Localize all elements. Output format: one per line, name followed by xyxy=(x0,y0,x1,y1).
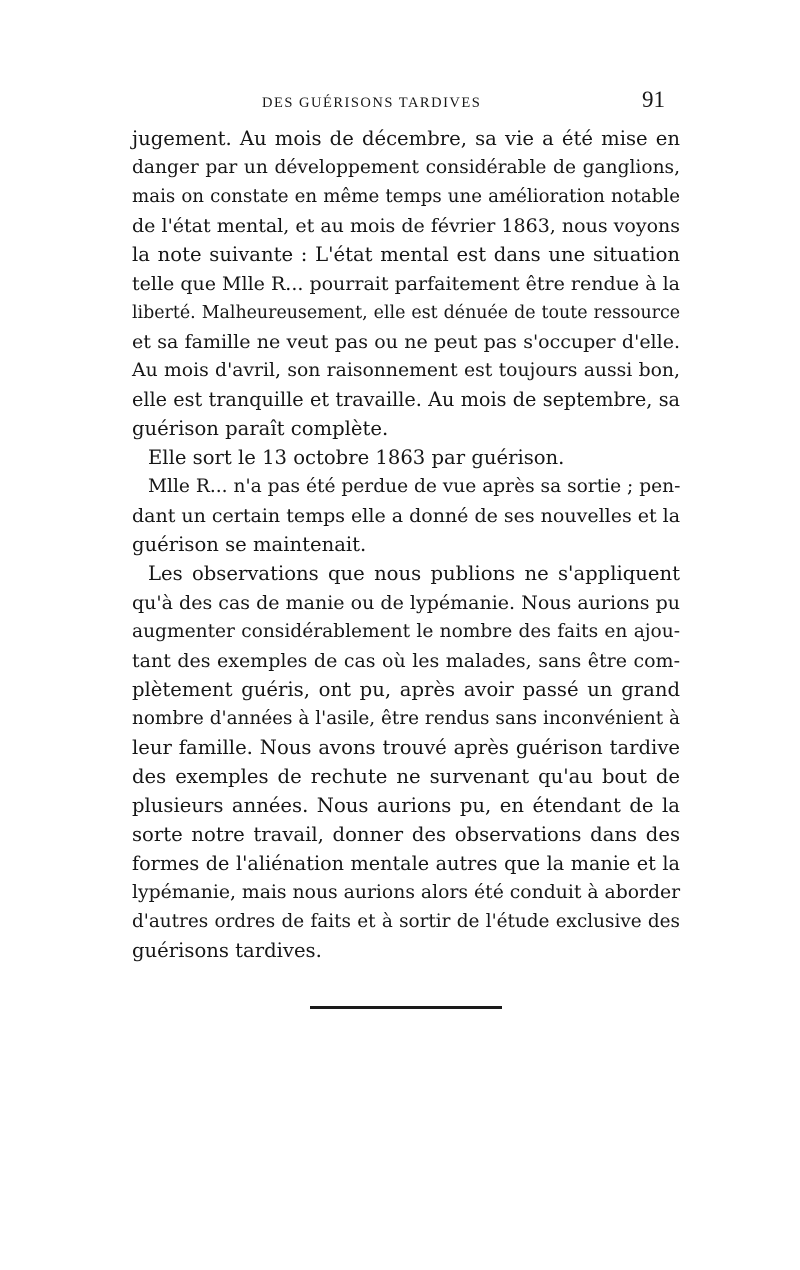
text-line: d'autres ordres de faits et à sortir de l'étude exclusive des xyxy=(132,911,680,932)
text-line: guérison paraît complète. xyxy=(132,417,389,440)
text-line: qu'à des cas de manie ou de lypémanie. Nous aurions pu xyxy=(132,592,680,614)
text-line: lypémanie, mais nous aurions alors été conduit à aborder xyxy=(132,882,681,903)
text-line: plusieurs années. Nous aurions pu, en étendant de la xyxy=(132,794,680,817)
text-line: jugement. Au mois de décembre, sa vie a été mise en xyxy=(132,127,680,150)
running-title: DES GUÉRISONS TARDIVES xyxy=(262,95,482,111)
text-line: Elle sort le 13 octobre 1863 par guérison. xyxy=(148,446,565,469)
text-line: tant des exemples de cas où les malades, sans être com- xyxy=(132,650,680,672)
text-line: dant un certain temps elle a donné de ses nouvelles et la xyxy=(132,505,681,527)
text-line: danger par un développement considérable de ganglions, xyxy=(132,157,680,178)
text-line: la note suivante : L'état mental est dans une situation xyxy=(132,243,680,266)
text-line: augmenter considérablement le nombre des faits en ajou- xyxy=(132,621,680,642)
section-rule xyxy=(310,1006,502,1009)
text-line: et sa famille ne veut pas ou ne peut pas s'occuper d'elle. xyxy=(132,331,680,353)
text-line: de l'état mental, et au mois de février 1863, nous voyons xyxy=(132,215,680,237)
text-line: leur famille. Nous avons trouvé après guérison tardive xyxy=(132,736,680,759)
text-line: elle est tranquille et travaille. Au mois de septembre, sa xyxy=(132,388,680,411)
text-line: telle que Mlle R... pourrait parfaitement être rendue à la xyxy=(132,273,680,295)
text-line: formes de l'aliénation mentale autres que la manie et la xyxy=(132,852,680,875)
text-line: nombre d'années à l'asile, être rendus sans inconvénient à xyxy=(132,708,680,729)
page-number: 91 xyxy=(642,87,665,112)
text-line: guérisons tardives. xyxy=(132,939,322,962)
text-line: mais on constate en même temps une amélioration notable xyxy=(132,186,680,207)
text-line: plètement guéris, ont pu, après avoir passé un grand xyxy=(132,678,680,701)
text-line: Mlle R... n'a pas été perdue de vue après sa sortie ; pen- xyxy=(148,476,681,497)
text-line: Au mois d'avril, son raisonnement est toujours aussi bon, xyxy=(132,360,680,381)
text-line: sorte notre travail, donner des observations dans des xyxy=(132,823,680,846)
text-line: liberté. Malheureusement, elle est dénuée de toute ressource xyxy=(132,303,680,323)
text-line: guérison se maintenait. xyxy=(132,533,367,556)
text-line: des exemples de rechute ne survenant qu'au bout de xyxy=(132,765,680,788)
text-line: Les observations que nous publions ne s'appliquent xyxy=(148,562,680,585)
